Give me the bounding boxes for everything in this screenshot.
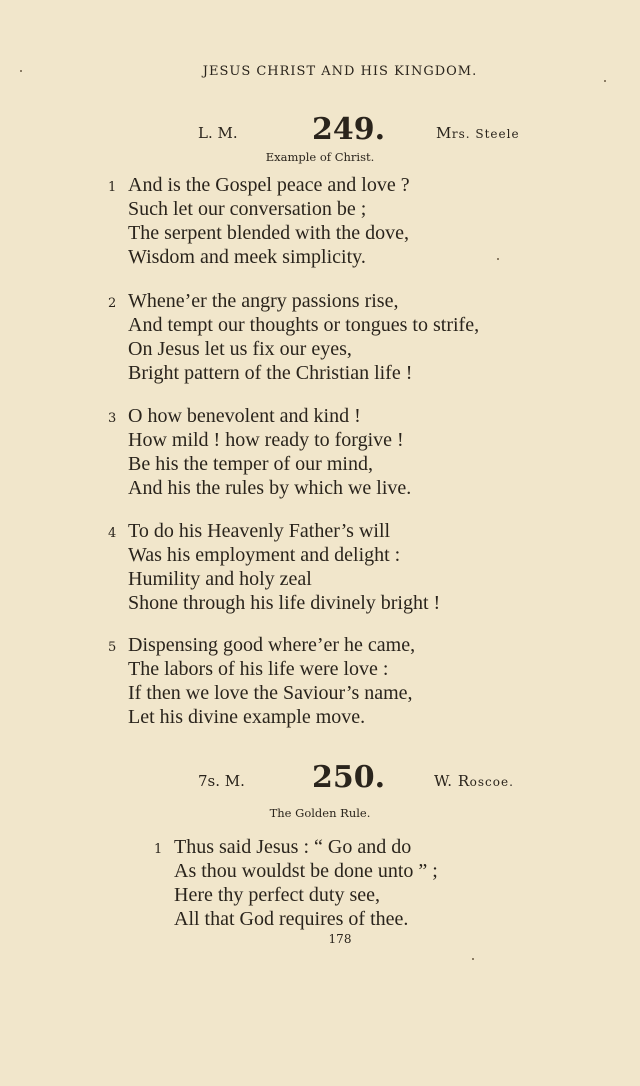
paper-speck bbox=[472, 958, 474, 960]
verse-line: Wisdom and meek simplicity. bbox=[128, 246, 366, 268]
stanza-number: 4 bbox=[108, 526, 117, 541]
hymn-author: Mrs. Steele bbox=[436, 124, 520, 142]
hymn-author: W. Roscoe. bbox=[434, 772, 514, 790]
paper-speck bbox=[497, 258, 499, 260]
verse-line: And is the Gospel peace and love ? bbox=[128, 174, 410, 196]
running-head: JESUS CHRIST AND HIS KINGDOM. bbox=[202, 64, 478, 79]
hymn-subtitle: Example of Christ. bbox=[265, 150, 375, 164]
hymn-subtitle: The Golden Rule. bbox=[269, 806, 371, 820]
verse-line: And tempt our thoughts or tongues to strife, bbox=[128, 314, 480, 336]
verse-line: Shone through his life divinely bright ! bbox=[128, 592, 441, 614]
verse-line: Let his divine example move. bbox=[128, 706, 366, 728]
verse-line: Be his the temper of our mind, bbox=[128, 453, 373, 475]
stanza-number: 3 bbox=[108, 411, 117, 426]
verse-line: As thou wouldst be done unto ” ; bbox=[174, 860, 438, 882]
paper-speck bbox=[20, 70, 22, 72]
verse-line: And his the rules by which we live. bbox=[128, 477, 412, 499]
verse-line: Thus said Jesus : “ Go and do bbox=[174, 836, 412, 858]
verse-line: Bright pattern of the Christian life ! bbox=[128, 362, 413, 384]
verse-line: On Jesus let us fix our eyes, bbox=[128, 338, 352, 360]
verse-line: If then we love the Saviour’s name, bbox=[128, 682, 413, 704]
stanza-number: 2 bbox=[108, 296, 117, 311]
verse-line: All that God requires of thee. bbox=[174, 908, 409, 930]
stanza-number: 5 bbox=[108, 640, 117, 655]
hymn-header bbox=[0, 112, 640, 152]
verse-line: Dispensing good where’er he came, bbox=[128, 634, 416, 656]
verse-line: How mild ! how ready to forgive ! bbox=[128, 429, 404, 451]
page-number: 178 bbox=[328, 932, 352, 946]
verse-line: Whene’er the angry passions rise, bbox=[128, 290, 399, 312]
verse-line: Here thy perfect duty see, bbox=[174, 884, 381, 906]
verse-line: Such let our conversation be ; bbox=[128, 198, 367, 220]
hymn-number: 249. bbox=[312, 112, 386, 147]
verse-line: Humility and holy zeal bbox=[128, 568, 312, 590]
verse-line: O how benevolent and kind ! bbox=[128, 405, 361, 427]
stanza-number: 1 bbox=[154, 842, 163, 857]
hymn-number: 250. bbox=[312, 760, 386, 795]
hymn-meter: L. M. bbox=[198, 124, 238, 142]
verse-line: Was his employment and delight : bbox=[128, 544, 401, 566]
verse-line: The labors of his life were love : bbox=[128, 658, 389, 680]
stanza-number: 1 bbox=[108, 180, 117, 195]
verse-line: The serpent blended with the dove, bbox=[128, 222, 410, 244]
verse-line: To do his Heavenly Father’s will bbox=[128, 520, 391, 542]
paper-speck bbox=[604, 80, 606, 82]
hymn-meter: 7s. M. bbox=[198, 772, 245, 790]
hymn-header bbox=[0, 760, 640, 800]
